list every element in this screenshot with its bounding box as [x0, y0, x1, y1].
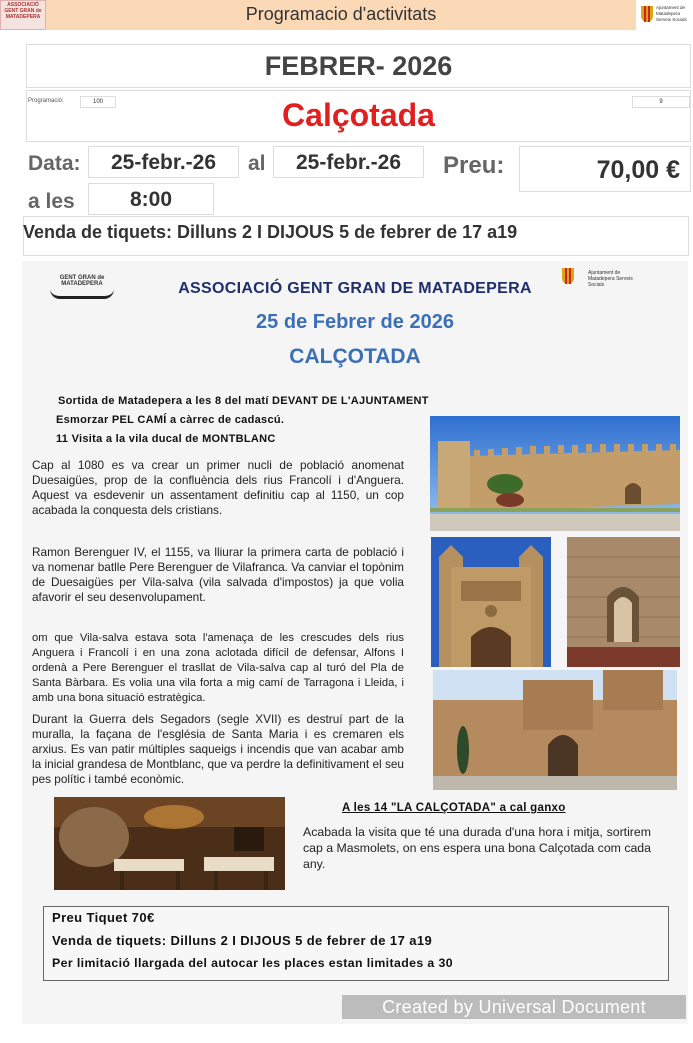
castle-walls-photo	[430, 416, 680, 531]
month-heading: FEBRER- 2026	[264, 51, 453, 81]
start-date-field[interactable]: 25-febr.-26	[88, 146, 239, 178]
event-title: Calçotada	[282, 97, 435, 133]
converter-watermark: Created by Universal Document Converter	[342, 995, 686, 1019]
time-label: a les	[28, 190, 75, 213]
ajuntament-logo-text: Ajuntament de Matadepera Serveis Socials	[656, 5, 687, 22]
breakfast-line: Esmorzar PEL CAMÍ a càrrec de cadascú.	[56, 414, 285, 426]
ticket-sale-text: Venda de tiquets: Dilluns 2 I DIJOUS 5 de febrer de 17 a19	[23, 222, 518, 242]
church-facade-photo	[431, 537, 551, 667]
town-gate-photo	[433, 670, 677, 790]
page-title: Programacio d'activitats	[245, 4, 437, 24]
programacio-secondary-field[interactable]: 9	[632, 96, 690, 108]
price-field[interactable]: 70,00 €	[519, 146, 691, 192]
date-label: Data:	[28, 152, 81, 175]
municipal-shield-icon	[641, 6, 653, 22]
association-logo	[0, 0, 46, 30]
restaurant-interior-photo	[54, 797, 285, 890]
poster-title: CALÇOTADA	[289, 345, 421, 368]
poster-ajuntament-text: Ajuntament de Matadepera Serveis Socials	[588, 270, 633, 288]
programacio-label: Programació:	[28, 98, 64, 104]
association-logo-text: ASSOCIACIÓ GENT GRAN de MATADEPERA	[4, 2, 42, 20]
gate-interior-photo	[567, 537, 680, 667]
programacio-number-field[interactable]: 100	[80, 96, 116, 108]
date-range-separator: al	[248, 152, 266, 175]
time-field[interactable]: 8:00	[88, 183, 214, 215]
visit-line: 11 Visita a la vila ducal de MONTBLANC	[56, 433, 276, 445]
poster-association-title: ASSOCIACIÓ GENT GRAN DE MATADEPERA	[178, 280, 532, 297]
poster-date: 25 de Febrer de 2026	[256, 311, 454, 333]
history-paragraph-3: om que Vila-salva estava sota l'amenaça de les crescudes dels rius Anguera i Francolí i en una zona aclotada difícil de defensar, Alfons I ordenà a Pere Berenguer el trasllat de Vila-salva cap al turó del Pla de Santa Bàrbara. Es volia una vila forta a mig camí de Tarragona i Lleida, i amb una bona situació estratègica.	[32, 632, 404, 704]
poster-association-logo-text: GENT GRAN de MATADEPERA	[59, 275, 105, 287]
history-paragraph-1: Cap al 1080 es va crear un primer nucli de població anomenat Duesaigües, prop de la confluència dels rius Francolí i d'Anguera. Aquest va esdevenir un assentament definitiu cap al 1150, un cop acabada la conquesta dels cristians.	[32, 458, 404, 517]
price-label: Preu:	[443, 152, 505, 179]
lunch-title: A les 14 "LA CALÇOTADA" a cal ganxo	[342, 802, 566, 814]
end-date-field[interactable]: 25-febr.-26	[273, 146, 424, 178]
lunch-description: Acabada la visita que té una durada d'una hora i mitja, sortirem cap a Masmolets, on ens espera una bona Calçotada com cada any.	[303, 825, 651, 871]
ticket-sale-info: Venda de tiquets: Dilluns 2 I DIJOUS 5 de febrer de 17 a19	[52, 933, 433, 948]
history-paragraph-4: Durant la Guerra dels Segadors (segle XVII) es destruí part de la muralla, la façana de l'església de Santa Maria i es cremaren els arxius. Es van patir múltiples saqueigs i incendis que van acabar amb la inicial grandesa de Montblanc, que va perdre la definitivament el seu pes polític i també econòmic.	[32, 712, 404, 786]
history-paragraph-2: Ramon Berenguer IV, el 1155, va lliurar la primera carta de població i va nomenar batlle Pere Berenguer de Vilafranca. Va canviar el topònim de Duesaigües per Vila-salva (vila salvada d'impostos) ja que volia afavorir el seu desenvolupament.	[32, 545, 404, 604]
ticket-limit-notice: Per limitació llargada del autocar les places estan limitades a 30	[52, 956, 453, 970]
ticket-price-text: Preu Tiquet 70€	[52, 910, 155, 925]
departure-line: Sortida de Matadepera a les 8 del matí DEVANT DE L'AJUNTAMENT	[58, 395, 429, 407]
